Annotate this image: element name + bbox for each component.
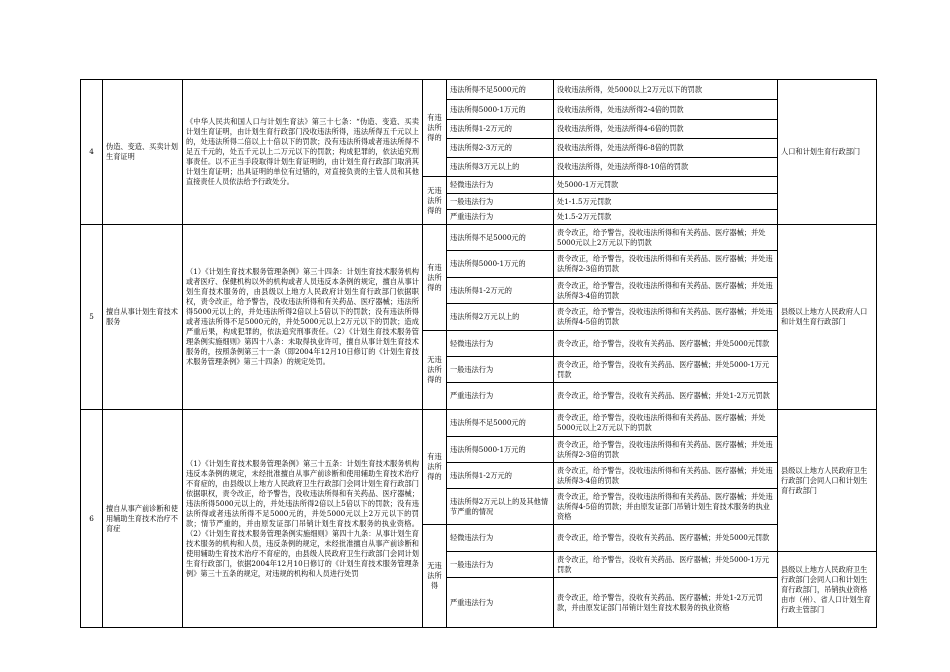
row-number: 5: [81, 225, 103, 410]
penalty: 责令改正，给予警告，没收有关药品、医疗器械；并处5000元罚款: [554, 331, 778, 357]
penalty: 没收违法所得，处违法所得8-10倍的罚款: [554, 158, 778, 177]
condition: 违法所得2-3万元的: [447, 139, 554, 158]
condition: 严重违法行为: [447, 210, 554, 225]
penalty: 责令改正，给予警告，没收有关药品、医疗器械；并处5000元罚款: [554, 525, 778, 552]
condition: 严重违法行为: [447, 578, 554, 628]
penalty: 责令改正，给予警告，没收违法所得和有关药品、医疗器械；并处违法所得4-5倍的罚款: [554, 304, 778, 331]
income-category: 无违法所得的: [423, 331, 447, 410]
condition: 违法所得不足5000元的: [447, 225, 554, 251]
condition: 一般违法行为: [447, 552, 554, 578]
penalty-table: [80, 79, 877, 628]
condition: 轻微违法行为: [447, 177, 554, 194]
penalty: 责令改正，给予警告，没收违法所得和有关药品、医疗器械；并处违法所得4-5倍的罚款；并由原发证部门吊销计划生育技术服务的执业资格: [554, 489, 778, 525]
condition: 违法所得1-2万元的: [447, 278, 554, 304]
penalty: 责令改正，给予警告，没收违法所得和有关药品、医疗器械；并处违法所得2-3倍的罚款: [554, 251, 778, 278]
enforcement-org: 县级以上地方人民政府卫生行政部门会同人口和计划生育行政部门: [778, 410, 877, 552]
income-category: 有违法所得的: [423, 225, 447, 331]
penalty: 没收违法所得，处违法所得2-4倍的罚款: [554, 100, 778, 120]
condition: 违法所得5000-1万元的: [447, 251, 554, 278]
row-number: 6: [81, 410, 103, 628]
penalty: 没收违法所得，处违法所得4-6倍的罚款: [554, 120, 778, 139]
penalty: 责令改正，给予警告，没收违法所得和有关药品、医疗器械；并处5000元以上2万元以下的罚款: [554, 410, 778, 437]
table-row: [81, 225, 877, 251]
condition: 违法所得3万元以上的: [447, 158, 554, 177]
penalty: 责令改正，给予警告，没收有关药品、医疗器械；并处1-2万元罚款: [554, 383, 778, 410]
condition: 违法所得不足5000元的: [447, 410, 554, 437]
penalty: 责令改正，给予警告，没收有关药品、医疗器械；并处5000-1万元罚款: [554, 552, 778, 578]
violation-item: 擅自从事产前诊断和使用辅助生育技术治疗不育症: [103, 410, 183, 628]
condition: 违法所得5000-1万元的: [447, 100, 554, 120]
penalty: 责令改正，给予警告，没收有关药品、医疗器械；并处1-2万元罚款，并由原发证部门吊销计划生育技术服务的执业资格: [554, 578, 778, 628]
penalty: 处1-1.5万元罚款: [554, 194, 778, 210]
condition: 违法所得2万元以上的及其他情节严重的情况: [447, 489, 554, 525]
penalty: 没收违法所得，处违法所得6-8倍的罚款: [554, 139, 778, 158]
condition: 违法所得1-2万元的: [447, 463, 554, 489]
penalty: 责令改正，给予警告，没收违法所得和有关药品、医疗器械；并处违法所得3-4倍的罚款: [554, 463, 778, 489]
penalty: 责令改正，给予警告，没收违法所得和有关药品、医疗器械；并处5000元以上2万元以下的罚款: [554, 225, 778, 251]
income-category: 有违法所得的: [423, 80, 447, 177]
enforcement-org: 人口和计划生育行政部门: [778, 80, 877, 225]
penalty: 没收违法所得，处5000以上2万元以下的罚款: [554, 80, 778, 100]
legal-basis: （1）《计划生育技术服务管理条例》第三十四条：计划生育技术服务机构或者医疗、保健机构以外的机构或者人员违反本条例的规定，擅自从事计划生育技术服务的，由县级以上地方人民政府计划生育行政部门依据职权，责令改正，给予警告，没收违法所得和有关药品、医疗器械；违法所得5000元以上的，并处违法所得2倍以上5倍以下的罚款；没有违法所得或者违法所得不足5000元的，并处5000元以上2万元以下的罚款；造成严重后果，构成犯罪的，依法追究刑事责任。（2）《计划生育技术服务管理条例实施细则》第四十八条：未取得执业许可，擅自从事计划生育技术服务的，按照条例第三十一条（即2004年12月10日修订的《计划生育技术服务管理条例》第三十四条）的规定处罚。: [183, 225, 423, 410]
income-category: 有违法所得的: [423, 410, 447, 525]
legal-basis: 《中华人民共和国人口与计划生育法》第三十七条：“伪造、变造、买卖计划生育证明，由计划生育行政部门没收违法所得，违法所得五千元以上的，处违法所得二倍以上十倍以下的罚款；没有违法所得或者违法所得不足五千元的，处五千元以上二万元以下的罚款；构成犯罪的，依法追究刑事责任。以不正当手段取得计划生育证明的，由计划生育行政部门取消其计划生育证明；出具证明的单位有过错的，对直接负责的主管人员和其他直接责任人员依法给予行政处分。: [183, 80, 423, 225]
condition: 违法所得5000-1万元的: [447, 437, 554, 463]
condition: 一般违法行为: [447, 194, 554, 210]
penalty: 责令改正，给予警告，没收有关药品、医疗器械；并处5000-1万元罚款: [554, 357, 778, 383]
condition: 轻微违法行为: [447, 331, 554, 357]
legal-basis: （1）《计划生育技术服务管理条例》第三十五条：计划生育技术服务机构违反本条例的规定，未经批准擅自从事产前诊断和使用辅助生育技术治疗不育症的，由县级以上地方人民政府卫生行政部门会同计划生育行政部门依据职权，责令改正，给予警告，没收违法所得和有关药品、医疗器械；违法所得5000元以上的，并处违法所得2倍以上5倍以下的罚款；没有违法所得或者违法所得不足5000元的，并处5000元以上2万元以下的罚款；情节严重的，并由原发证部门吊销计划生育技术服务的执业资格。（2）《计划生育技术服务管理条例实施细则》第四十九条：从事计划生育技术服务的机构和人员，违反条例的规定，未经批准擅自从事产前诊断和使用辅助生育技术治疗不育症的，由县级人民政府卫生行政部门会同计划生育行政部门，依据2004年12月10日修订的《计划生育技术服务管理条例》第三十五条的规定，对违规的机构和人员进行处罚: [183, 410, 423, 628]
penalty: 责令改正，给予警告，没收违法所得和有关药品、医疗器械；并处违法所得2-3倍的罚款: [554, 437, 778, 463]
income-category: 无违法所得的: [423, 177, 447, 225]
enforcement-org: 县级以上地方人民政府人口和计划生育行政部门: [778, 225, 877, 410]
condition: 违法所得2万元以上的: [447, 304, 554, 331]
income-category: 无违法所得: [423, 525, 447, 628]
violation-item: 擅自从事计划生育技术服务: [103, 225, 183, 410]
condition: 一般违法行为: [447, 357, 554, 383]
table-row: [81, 410, 877, 437]
condition: 违法所得1-2万元的: [447, 120, 554, 139]
table-row: [81, 80, 877, 100]
condition: 严重违法行为: [447, 383, 554, 410]
enforcement-org-extra: 县级以上地方人民政府卫生行政部门会同人口和计划生育行政部门，吊销执业资格由市（州）、省人口计划生育行政主管部门: [778, 552, 877, 628]
penalty: 责令改正，给予警告，没收违法所得和有关药品、医疗器械；并处违法所得3-4倍的罚款: [554, 278, 778, 304]
condition: 违法所得不足5000元的: [447, 80, 554, 100]
penalty: 处1.5-2万元罚款: [554, 210, 778, 225]
penalty: 处5000-1万元罚款: [554, 177, 778, 194]
violation-item: 伪造、变造、买卖计划生育证明: [103, 80, 183, 225]
condition: 轻微违法行为: [447, 525, 554, 552]
row-number: 4: [81, 80, 103, 225]
